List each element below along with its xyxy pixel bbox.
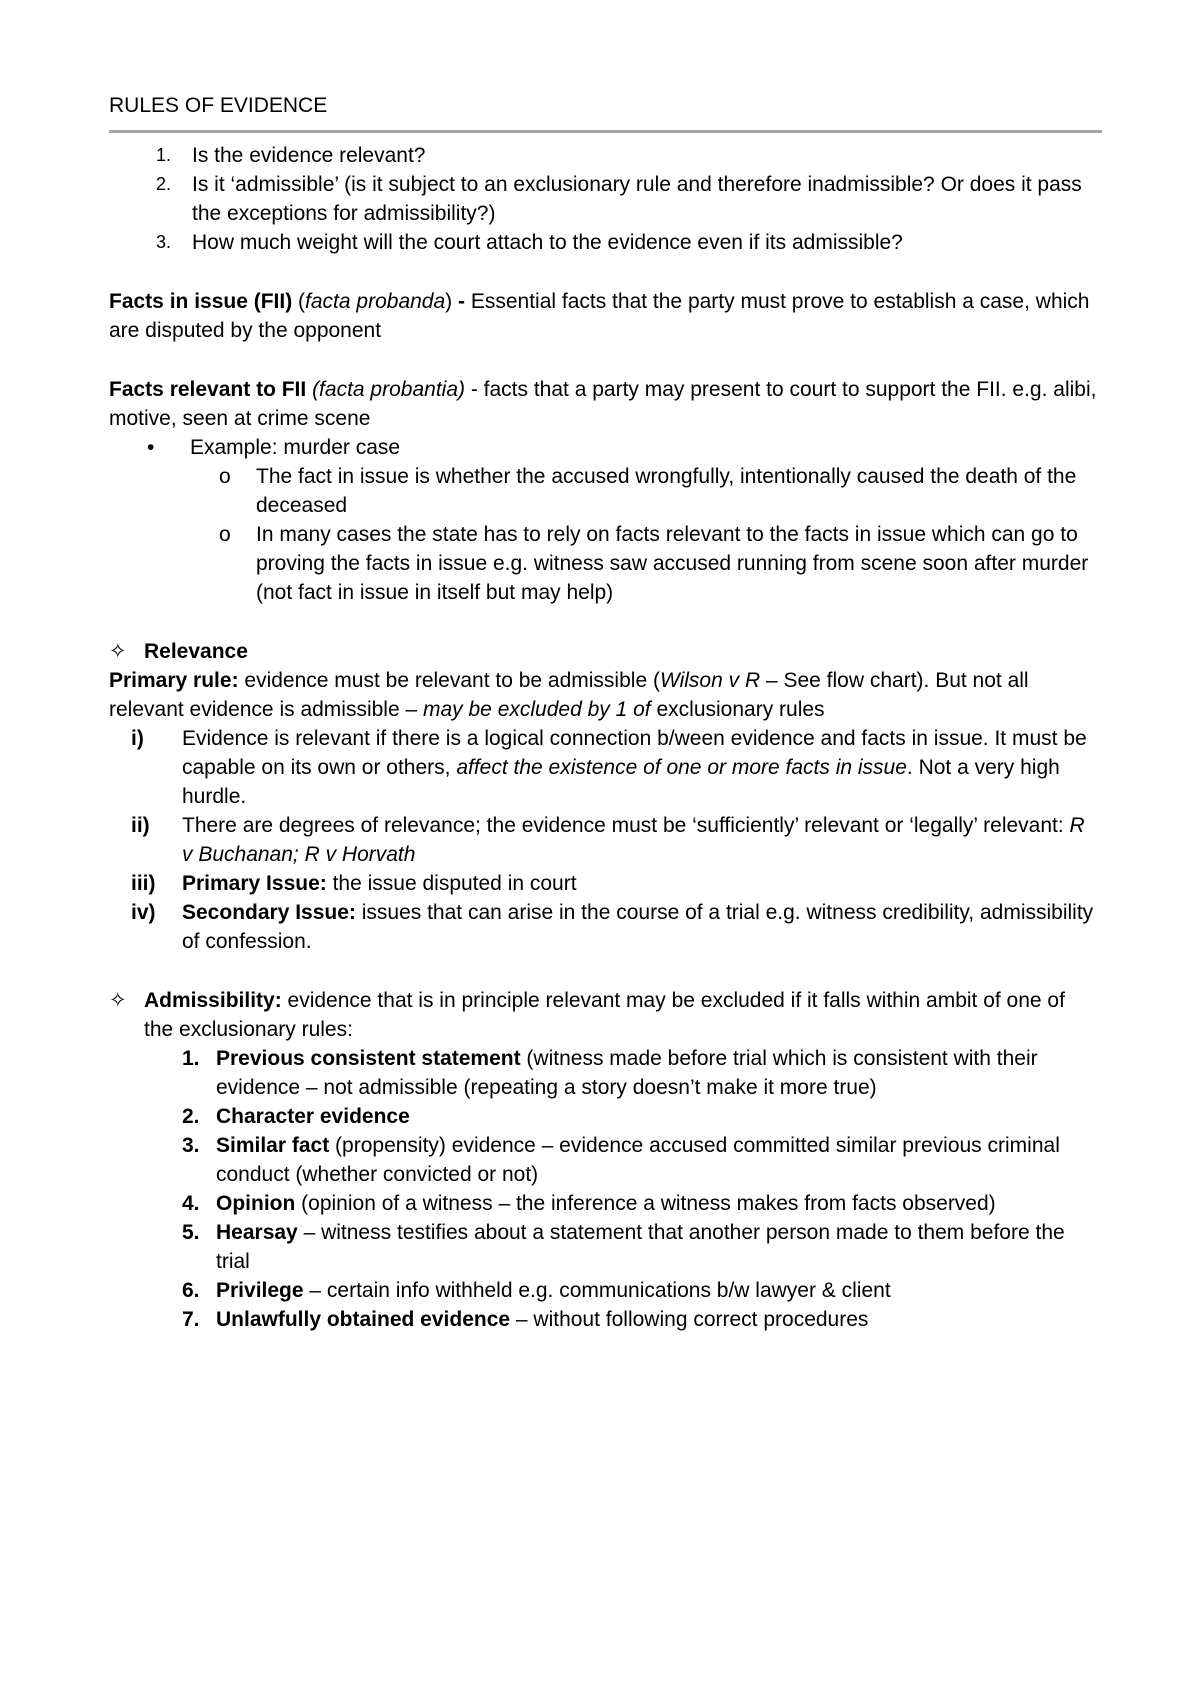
list-number: 2. bbox=[182, 1105, 200, 1128]
list-number: 5. bbox=[182, 1221, 200, 1244]
definition: Essential facts that the party must prove to establish a case, which are disputed by the opponent bbox=[109, 290, 1090, 342]
list-item: 5. Hearsay – witness testifies about a statement that another person made to them before the trial bbox=[109, 1218, 1099, 1276]
key-questions bbox=[109, 141, 1099, 257]
list-text: Is it ‘admissible’ (is it subject to an exclusionary rule and therefore inadmissible? Or does it pass the exceptions for admissibility?) bbox=[192, 173, 1082, 225]
list-number: 6. bbox=[182, 1279, 200, 1302]
circle-bullet-icon: o bbox=[219, 465, 231, 488]
list-number: 2. bbox=[156, 174, 172, 194]
list-number: 1. bbox=[182, 1047, 200, 1070]
facts-relevant-paragraph bbox=[109, 375, 1099, 433]
section-heading-admissibility: ✧ Admissibility: evidence that is in principle relevant may be excluded if it falls within ambit of one of the exclusionary rules: bbox=[109, 986, 1099, 1044]
case-name: R v Buchanan; R v Horvath bbox=[182, 814, 1085, 866]
list-item bbox=[109, 170, 1099, 228]
list-number: iv) bbox=[131, 901, 156, 924]
list-number: 7. bbox=[182, 1308, 200, 1331]
list-number: iii) bbox=[131, 872, 156, 895]
case-name: Wilson v R bbox=[659, 669, 761, 692]
latin-term: facta probanda bbox=[305, 290, 446, 313]
list-item: 4. Opinion (opinion of a witness – the inference a witness makes from facts observed) bbox=[109, 1189, 1099, 1218]
term: Facts in issue (FII) bbox=[109, 290, 293, 313]
exclusionary-rules-list bbox=[109, 1044, 1099, 1334]
list-item: o In many cases the state has to rely on facts relevant to the facts in issue which can go to proving the facts in issue e.g. witness saw accused running from scene soon after murder (not fact in issue in itself but may help) bbox=[109, 520, 1099, 607]
title-divider bbox=[109, 130, 1102, 133]
document-title: RULES OF EVIDENCE bbox=[109, 94, 328, 117]
diamond-bullet-icon: ✧ bbox=[109, 989, 127, 1012]
list-item: 7. Unlawfully obtained evidence – without following correct procedures bbox=[109, 1305, 1099, 1334]
list-item: ii) There are degrees of relevance; the evidence must be ‘sufficiently’ relevant or ‘legally’ relevant: R v Buchanan; R v Horvath bbox=[109, 811, 1099, 869]
list-number: i) bbox=[131, 727, 144, 750]
section-heading: Relevance bbox=[144, 640, 248, 663]
list-item: 2. Character evidence bbox=[109, 1102, 1099, 1131]
section-heading-relevance bbox=[109, 637, 1099, 666]
primary-rule-paragraph: Primary rule: evidence must be relevant to be admissible (Wilson v R – See flow chart). But not all relevant evidence is admissible – may be excluded by 1 of exclusionary rules bbox=[109, 669, 1029, 721]
list-item: 3. Similar fact (propensity) evidence – evidence accused committed similar previous criminal conduct (whether convicted or not) bbox=[109, 1131, 1099, 1189]
facts-in-issue-paragraph: Facts in issue (FII) (facta probanda) - Essential facts that the party must prove to establish a case, which are disputed by the opponent bbox=[109, 290, 1090, 342]
list-number: ii) bbox=[131, 814, 150, 837]
circle-bullet-icon: o bbox=[219, 523, 231, 546]
list-item: o The fact in issue is whether the accused wrongfully, intentionally caused the death of the deceased bbox=[109, 462, 1099, 520]
list-item bbox=[109, 141, 1099, 170]
list-item: iv) Secondary Issue: issues that can arise in the course of a trial e.g. witness credibility, admissibility of confession. bbox=[109, 898, 1099, 956]
list-text: Is the evidence relevant? bbox=[192, 144, 426, 167]
list-number: 3. bbox=[156, 232, 172, 252]
term: Facts relevant to FII bbox=[109, 378, 307, 401]
section-heading: Admissibility: bbox=[144, 989, 282, 1012]
list-item: i) Evidence is relevant if there is a logical connection b/ween evidence and facts in issue. It must be capable on its own or others, affect the existence of one or more facts in issue. Not a very high hurdle. bbox=[109, 724, 1099, 811]
list-number: 4. bbox=[182, 1192, 200, 1215]
document-body bbox=[109, 92, 1099, 1334]
list-item: iii) Primary Issue: the issue disputed in court bbox=[109, 869, 1099, 898]
list-item: • Example: murder case bbox=[109, 433, 1099, 462]
bullet-icon: • bbox=[147, 436, 155, 459]
latin-term: (facta probantia) bbox=[306, 378, 465, 401]
list-number: 3. bbox=[182, 1134, 200, 1157]
list-item bbox=[109, 228, 1099, 257]
list-text: How much weight will the court attach to the evidence even if its admissible? bbox=[192, 231, 903, 254]
list-number: 1. bbox=[156, 145, 172, 165]
definition: - facts that a party may present to court to support the FII. e.g. alibi, motive, seen at crime scene bbox=[109, 378, 1097, 430]
diamond-bullet-icon: ✧ bbox=[109, 640, 127, 663]
list-item: 1. Previous consistent statement (witness made before trial which is consistent with their evidence – not admissible (repeating a story doesn’t make it more true) bbox=[109, 1044, 1099, 1102]
list-item: 6. Privilege – certain info withheld e.g. communications b/w lawyer & client bbox=[109, 1276, 1099, 1305]
